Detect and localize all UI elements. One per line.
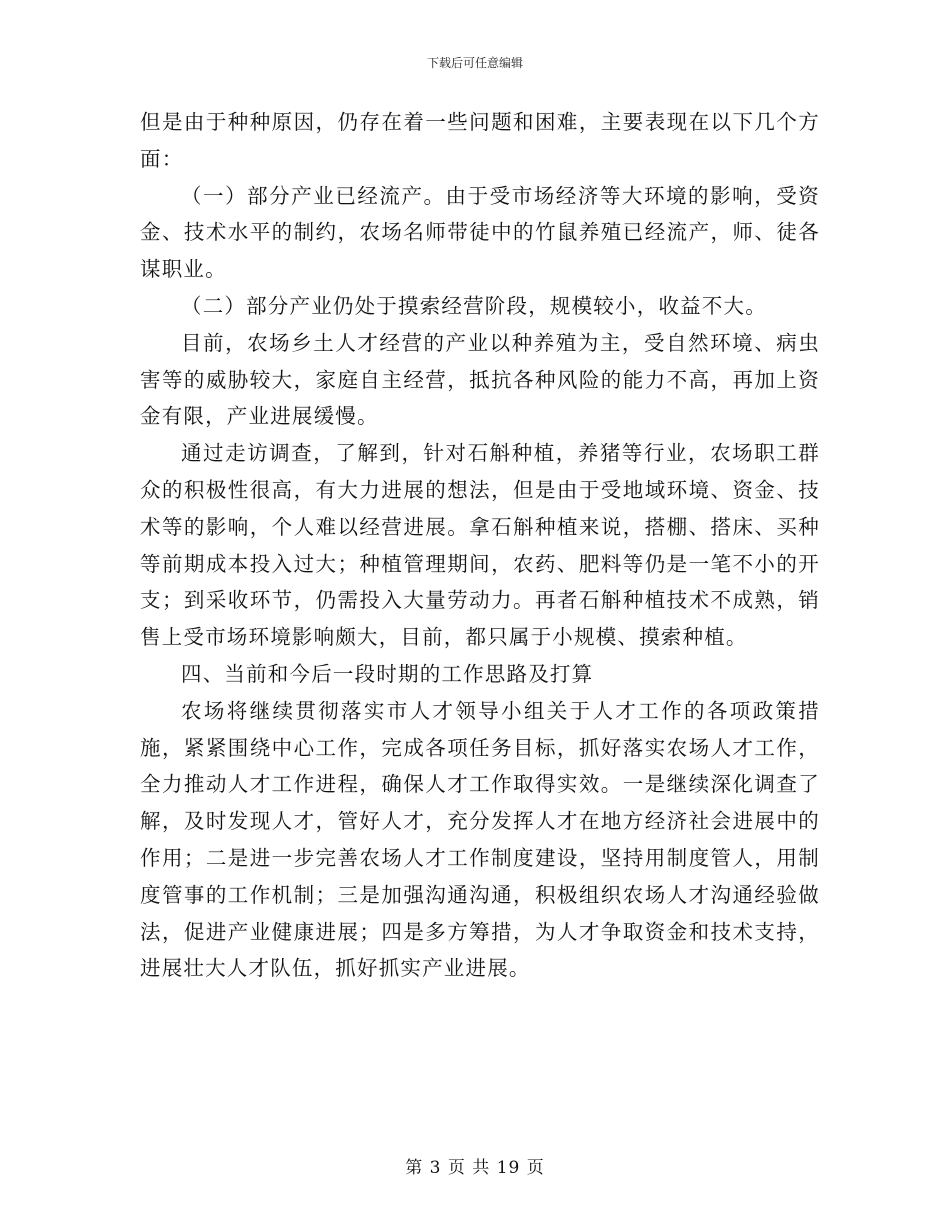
page-footer: 第 3 页 共 19 页 [405,1158,545,1178]
section-heading-four: 四、当前和今后一段时期的工作思路及打算 [181,661,594,686]
paragraph-problems-intro: 但是由于种种原因，仍存在着一些问题和困难，主要表现在以下几个方面： [140,110,820,171]
paragraph-current-situation: 目前，农场乡土人才经营的产业以种养殖为主，受自然环境、病虫害等的威胁较大，家庭自主经营，抵抗各种风险的能力不高，再加上资金有限，产业进展缓慢。 [140,330,820,429]
paragraph-work-plan: 农场将继续贯彻落实市人才领导小组关于人才工作的各项政策措施，紧紧围绕中心工作，完成各项任务目标，抓好落实农场人才工作，全力推动人才工作进程，确保人才工作取得实效。一是继续深化调查了解，及时发现人才，管好人才，充分发挥人才在地方经济社会进展中的作用；二是进一步完善农场人才工作制度建设，坚持用制度管人，用制度管事的工作机制；三是加强沟通沟通，积极组织农场人才沟通经验做法，促进产业健康进展；四是多方筹措，为人才争取资金和技术支持，进展壮大人才队伍，抓好抓实产业进展。 [140,698,820,981]
paragraph-survey-findings: 通过走访调查，了解到，针对石斛种植，养猪等行业，农场职工群众的积极性很高，有大力进展的想法，但是由于受地域环境、资金、技术等的影响，个人难以经营进展。拿石斛种植来说，搭棚、搭床、买种等前期成本投入过大；种植管理期间，农药、肥料等仍是一笔不小的开支；到采收环节，仍需投入大量劳动力。再者石斛种植技术不成熟，销售上受市场环境影响颇大，目前，都只属于小规模、摸索种植。 [140,441,820,650]
paragraph-item-two: （二）部分产业仍处于摸索经营阶段，规模较小，收益不大。 [181,293,767,318]
document-body [140,104,820,987]
page-header: 下载后可任意编辑 [426,56,523,70]
paragraph-item-one: （一）部分产业已经流产。由于受市场经济等大环境的影响，受资金、技术水平的制约，农场名师带徒中的竹鼠养殖已经流产，师、徒各谋职业。 [140,183,820,282]
